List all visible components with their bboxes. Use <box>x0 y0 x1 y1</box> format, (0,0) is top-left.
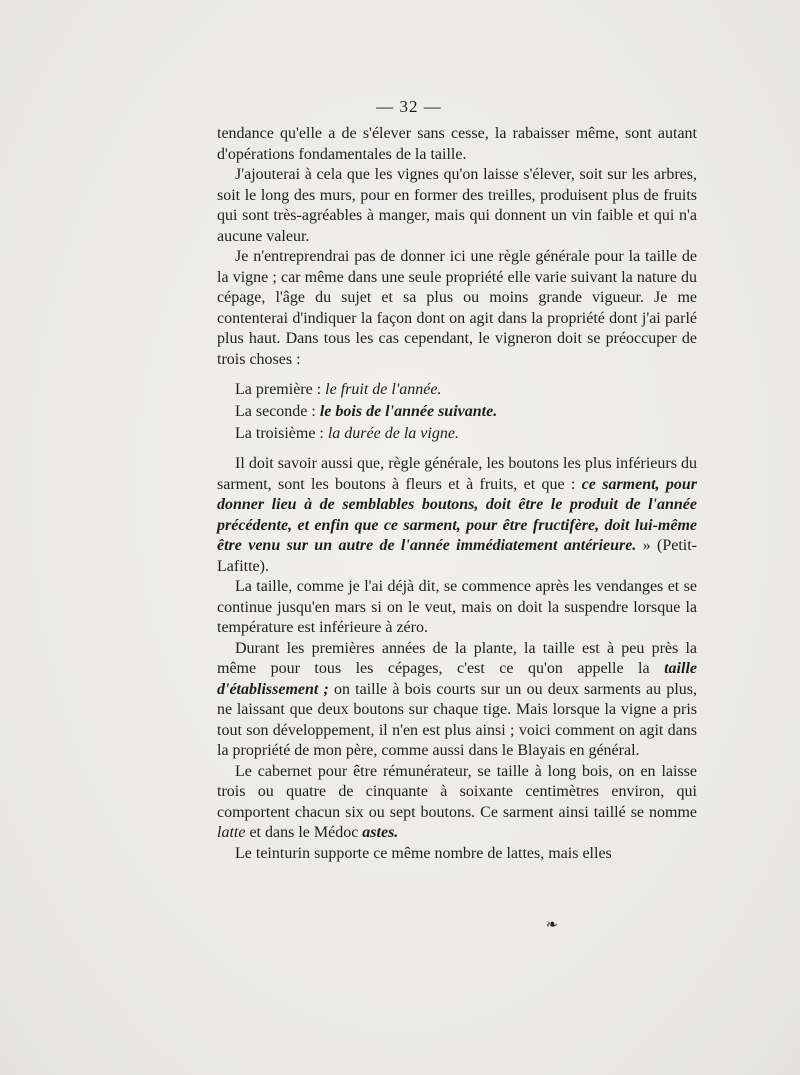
paragraph-text: on taille à bois courts sur un ou deux sarments au plus, ne laissant que deux boutons sur chaque tige. Mais lorsque la vigne a pris tout son développement, il n'en est plus ainsi ; voici comment on agit dans la propriété de mon père, comme aussi dans le Blayais en général. <box>217 680 697 759</box>
paragraph: tendance qu'elle a de s'élever sans cesse, la rabaisser même, sont autant d'opérations fondamentales de la taille. <box>217 125 697 163</box>
enum-item <box>235 379 697 401</box>
enum-item <box>235 401 697 423</box>
enum-label: La troisième : <box>235 425 328 442</box>
enum-value: le bois de l'année suivante. <box>319 403 498 420</box>
paragraph <box>217 639 697 762</box>
enumeration <box>217 379 697 445</box>
citation: » (Petit-Lafitte). <box>217 537 697 575</box>
enum-label: La première : <box>235 381 326 398</box>
paragraph: Je n'entreprendrai pas de donner ici une règle générale pour la taille de la vigne ; car même dans une seule propriété elle varie suivant la nature du cépage, l'âge du sujet et sa plus ou moins grande vigueur. Je me contenterai d'indiquer la façon dont on agit dans la propriété dont j'ai parlé plus haut. Dans tous les cas cependant, le vigneron doit se préoccuper de trois choses : <box>217 248 697 368</box>
paragraph-text: Le cabernet pour être rémunérateur, se taille à long bois, on en laisse trois ou quatre de cinquante à soixante centimètres environ, qui comportent chacun six ou sept boutons. Ce sarment ainsi taillé se nomme <box>217 762 697 821</box>
enum-value: la durée de la vigne. <box>327 425 459 442</box>
ornament-icon: ❧ <box>546 918 558 933</box>
term: astes. <box>362 824 399 841</box>
paragraph-text: et dans le Médoc <box>245 824 363 841</box>
enum-item <box>235 423 697 445</box>
enum-label: La seconde : <box>235 403 320 420</box>
quotation: ce sarment, pour donner lieu à de semblables boutons, doit être le produit de l'année précédente, et enfin que ce sarment, pour être fructifère, doit lui-même être venu sur un autre de l'année immédiatement antérieure. <box>217 475 698 554</box>
enum-value: le fruit de l'année. <box>325 381 442 398</box>
paragraph: J'ajouterai à cela que les vignes qu'on laisse s'élever, soit sur les arbres, soit le long des murs, pour en former des treilles, produisent plus de fruits qui sont très-agréables à manger, mais qui donnent un vin faible et qui n'a aucune valeur. <box>217 166 697 245</box>
paragraph <box>217 454 697 577</box>
page-number: — 32 — <box>376 97 442 116</box>
paragraph <box>217 762 697 844</box>
paragraph-text: Durant les premières années de la plante, la taille est à peu près la même pour tous les cépages, c'est ce qu'on appelle la <box>217 639 697 677</box>
paragraph-text: Il doit savoir aussi que, règle générale, les boutons les plus inférieurs du sarment, sont les boutons à fleurs et à fruits, et que : <box>217 455 697 493</box>
term: taille d'établissement ; <box>217 660 697 698</box>
paragraph: La taille, comme je l'ai déjà dit, se commence après les vendanges et se continue jusqu'en mars si on le veut, mais on doit la suspendre lorsque la température est inférieure à zéro. <box>217 578 697 636</box>
paragraph: Le teinturin supporte ce même nombre de lattes, mais elles <box>235 844 612 862</box>
term: latte <box>217 824 246 841</box>
body-text <box>217 124 697 864</box>
